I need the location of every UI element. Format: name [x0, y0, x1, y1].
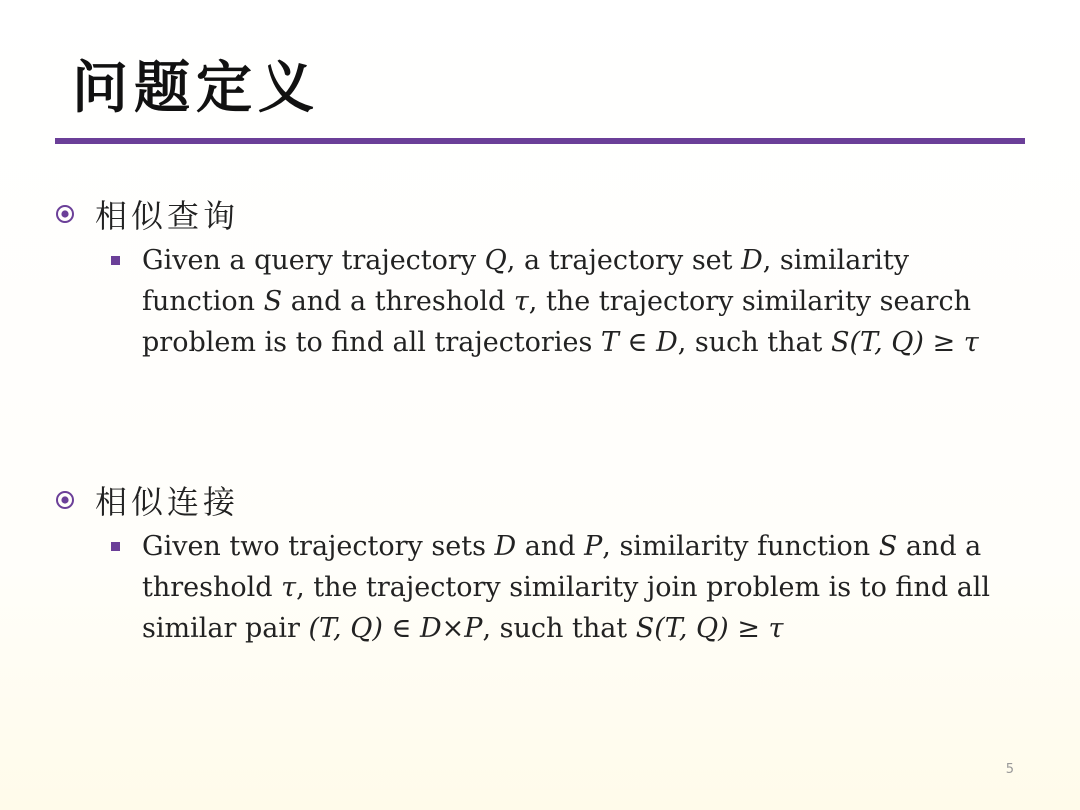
text-run: , such that: [482, 613, 636, 644]
target-circle-icon: [55, 490, 75, 510]
math-variable: τ: [281, 572, 297, 603]
section-similarity-search: [55, 192, 1035, 363]
math-variable: P: [584, 531, 603, 562]
section-heading: [55, 478, 1035, 522]
square-bullet-icon: [111, 542, 120, 551]
text-run: , a trajectory set: [506, 245, 742, 276]
text-run: Given two trajectory sets: [142, 531, 495, 562]
square-bullet-icon: [111, 256, 120, 265]
bullet-item: [55, 526, 1035, 649]
text-run: and a threshold: [282, 286, 514, 317]
text-run: , the trajectory similarity join problem is to find all similar pair: [142, 572, 991, 644]
section-heading-text: 相似连接: [95, 483, 240, 521]
math-expression: T ∈ D: [600, 327, 678, 358]
bullet-item: [55, 240, 1035, 363]
section-similarity-join: [55, 478, 1035, 649]
text-run: , similarity function: [602, 531, 879, 562]
math-variable: S: [263, 286, 283, 317]
section-heading-text: 相似查询: [95, 197, 240, 235]
math-expression: (T, Q) ∈ D×P: [308, 613, 483, 644]
math-expression: S(T, Q) ≥ τ: [831, 327, 979, 358]
math-expression: S(T, Q) ≥ τ: [635, 613, 784, 644]
math-variable: τ: [513, 286, 529, 317]
text-run: and a threshold: [142, 531, 982, 603]
math-variable: Q: [484, 245, 507, 276]
math-variable: S: [878, 531, 898, 562]
text-run: Given a query trajectory: [142, 245, 485, 276]
text-run: , the trajectory similarity search problem is to find all trajectories: [142, 286, 971, 358]
math-variable: D: [741, 245, 763, 276]
text-run: , similarity function: [142, 245, 910, 317]
text-run: , such that: [677, 327, 831, 358]
target-circle-icon: [55, 204, 75, 224]
bullet-text: [142, 240, 1025, 363]
section-heading: [55, 192, 1035, 236]
slide-title: 问题定义: [72, 56, 320, 121]
bullet-text: [142, 526, 1025, 649]
math-variable: D: [494, 531, 517, 562]
page-number: 5: [1005, 762, 1014, 777]
text-run: and: [516, 531, 585, 562]
title-divider: [55, 138, 1025, 144]
